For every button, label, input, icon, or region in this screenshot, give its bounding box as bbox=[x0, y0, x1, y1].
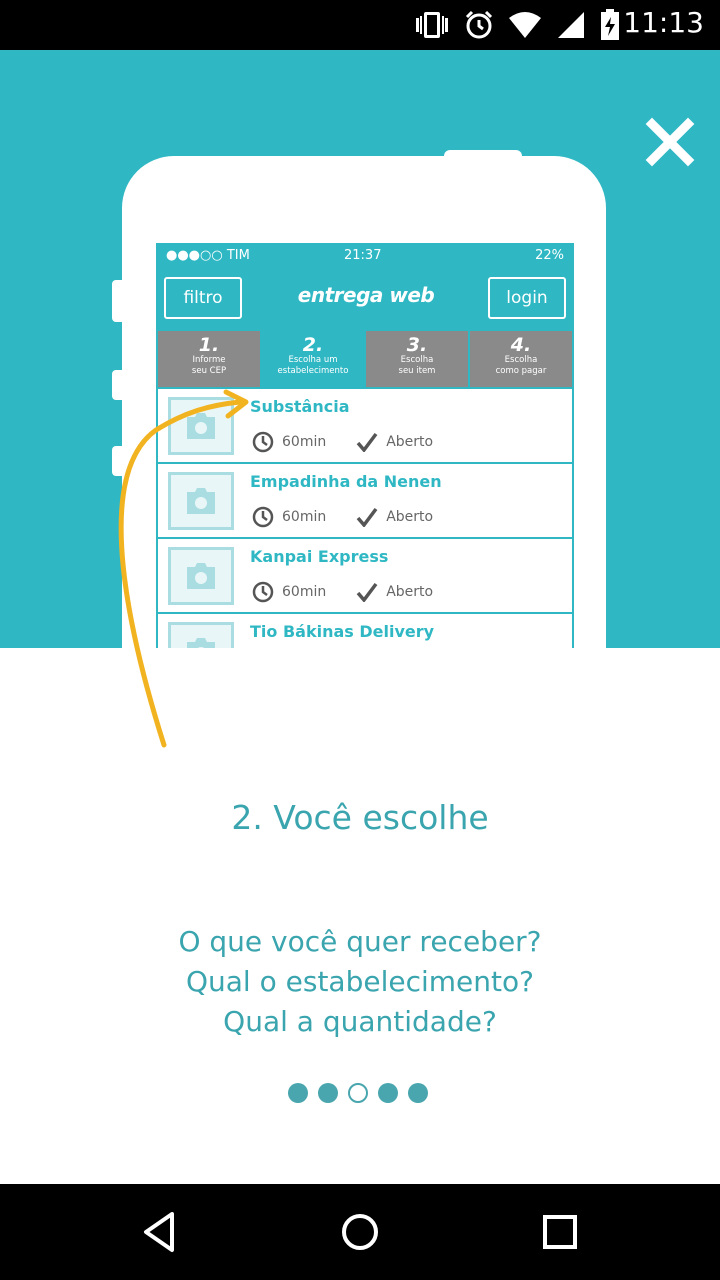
establishment-name: Kanpai Express bbox=[250, 547, 389, 566]
step-label: seu item bbox=[398, 366, 436, 376]
step-label: Escolha um bbox=[288, 355, 338, 365]
clock: 11:13 bbox=[623, 6, 704, 39]
phone-side-button bbox=[112, 446, 122, 476]
phone-screen bbox=[156, 243, 574, 648]
step-label: Escolha bbox=[504, 355, 538, 365]
mock-steps bbox=[156, 329, 574, 389]
mock-establishment-row bbox=[156, 389, 574, 464]
battery-charging-icon bbox=[600, 9, 620, 41]
check-icon bbox=[356, 582, 378, 602]
page-title: 2. Você escolhe bbox=[231, 798, 489, 837]
delivery-time: 60min bbox=[282, 509, 327, 525]
step-label: seu CEP bbox=[191, 366, 227, 376]
home-icon[interactable] bbox=[336, 1208, 384, 1256]
mock-establishment-row bbox=[156, 539, 574, 614]
mock-step-2 bbox=[262, 331, 364, 387]
page-dot-5[interactable] bbox=[408, 1083, 428, 1103]
phone-side-button bbox=[112, 370, 122, 400]
hero-illustration bbox=[0, 50, 720, 648]
establishment-meta bbox=[252, 506, 433, 528]
check-icon bbox=[356, 432, 378, 452]
signal-icon bbox=[556, 10, 586, 40]
clock-icon bbox=[252, 431, 274, 453]
step-label: Informe bbox=[192, 355, 226, 365]
mock-establishment-row bbox=[156, 464, 574, 539]
open-status: Aberto bbox=[386, 434, 434, 450]
camera-icon bbox=[168, 472, 234, 530]
page-dot-1[interactable] bbox=[288, 1083, 308, 1103]
mock-establishment-row bbox=[156, 614, 574, 648]
phone-side-button bbox=[112, 280, 122, 322]
mock-logo: entrega web bbox=[297, 283, 435, 307]
close-icon[interactable] bbox=[644, 116, 696, 168]
step-number: 4. bbox=[510, 334, 532, 356]
step-label: Escolha bbox=[400, 355, 434, 365]
step-number: 1. bbox=[198, 334, 220, 356]
recents-icon[interactable] bbox=[536, 1208, 584, 1256]
description-line: Qual a quantidade? bbox=[223, 1005, 497, 1038]
establishment-meta bbox=[252, 581, 433, 603]
description-line: Qual o estabelecimento? bbox=[185, 965, 534, 998]
open-status: Aberto bbox=[386, 584, 434, 600]
mock-carrier: ●●●○○ TIM bbox=[166, 248, 250, 263]
page-dot-4[interactable] bbox=[378, 1083, 398, 1103]
vibrate-icon bbox=[414, 10, 450, 40]
back-icon[interactable] bbox=[136, 1208, 184, 1256]
establishment-meta bbox=[252, 431, 433, 453]
open-status: Aberto bbox=[386, 509, 434, 525]
description-line: O que você quer receber? bbox=[178, 925, 542, 958]
step-label: como pagar bbox=[495, 366, 547, 376]
mock-login-button: login bbox=[488, 277, 566, 319]
mock-step-3 bbox=[366, 331, 468, 387]
camera-icon bbox=[168, 622, 234, 648]
alarm-icon bbox=[464, 10, 494, 40]
mock-time: 21:37 bbox=[344, 248, 382, 263]
status-icons bbox=[414, 8, 620, 42]
page-dot-2[interactable] bbox=[318, 1083, 338, 1103]
step-label: estabelecimento bbox=[277, 366, 349, 376]
mock-app-header bbox=[156, 269, 574, 329]
camera-icon bbox=[168, 397, 234, 455]
establishment-name: Substância bbox=[250, 397, 350, 416]
establishment-name: Empadinha da Nenen bbox=[250, 472, 442, 491]
page-indicator bbox=[288, 1083, 428, 1103]
step-number: 2. bbox=[302, 334, 324, 356]
wifi-icon bbox=[508, 10, 542, 40]
delivery-time: 60min bbox=[282, 584, 327, 600]
navigation-bar bbox=[0, 1184, 720, 1280]
page-description bbox=[0, 922, 720, 1042]
delivery-time: 60min bbox=[282, 434, 327, 450]
establishment-name: Tio Bákinas Delivery bbox=[250, 622, 435, 641]
status-bar bbox=[0, 0, 720, 50]
clock-icon bbox=[252, 581, 274, 603]
step-number: 3. bbox=[406, 334, 428, 356]
mock-status-bar bbox=[156, 243, 574, 269]
mock-battery: 22% bbox=[535, 248, 564, 263]
clock-icon bbox=[252, 506, 274, 528]
mock-step-4 bbox=[470, 331, 572, 387]
mock-filter-button: filtro bbox=[164, 277, 242, 319]
mock-step-1 bbox=[158, 331, 260, 387]
page-dot-3-active[interactable] bbox=[348, 1083, 368, 1103]
camera-icon bbox=[168, 547, 234, 605]
check-icon bbox=[356, 507, 378, 527]
